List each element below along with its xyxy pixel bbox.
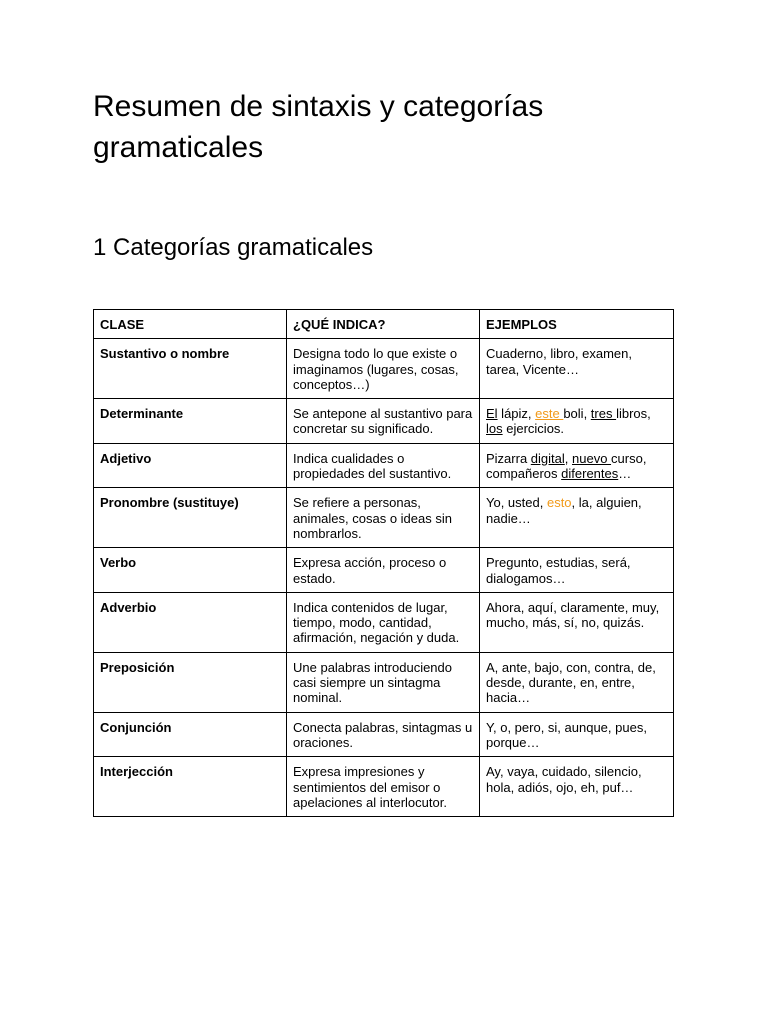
cell-ejemplos: [480, 712, 674, 757]
example-text: Y, o, pero, si, aunque, pues, porque…: [486, 719, 647, 750]
cell-que-indica: Se antepone al sustantivo para concretar su significado.: [287, 399, 480, 444]
highlighted-underlined-example: este: [535, 406, 564, 422]
example-text: boli,: [563, 406, 591, 422]
example-text: Yo, usted,: [486, 495, 547, 511]
cell-que-indica: Indica contenidos de lugar, tiempo, modo, cantidad, afirmación, negación y duda.: [287, 592, 480, 652]
cell-clase: Sustantivo o nombre: [94, 339, 287, 399]
cell-clase: Adjetivo: [94, 443, 287, 488]
cell-ejemplos: [480, 488, 674, 548]
cell-ejemplos: [480, 757, 674, 817]
table-row: [94, 652, 674, 712]
grammar-categories-table: [93, 309, 674, 817]
underlined-example: El: [486, 406, 498, 422]
cell-que-indica: Indica cualidades o propiedades del sustantivo.: [287, 443, 480, 488]
cell-clase: Conjunción: [94, 712, 287, 757]
cell-que-indica: Se refiere a personas, animales, cosas o ideas sin nombrarlos.: [287, 488, 480, 548]
cell-clase: Interjección: [94, 757, 287, 817]
example-text: libros,: [616, 406, 651, 422]
cell-clase: Determinante: [94, 399, 287, 444]
example-text: ,: [564, 450, 572, 466]
page-title: Resumen de sintaxis y categorías gramaticales: [93, 90, 544, 164]
cell-ejemplos: [480, 548, 674, 593]
underlined-example: digital: [530, 450, 565, 466]
table-row: [94, 592, 674, 652]
underlined-example: diferentes: [561, 466, 619, 482]
table-row: [94, 548, 674, 593]
cell-clase: Adverbio: [94, 592, 287, 652]
table-row: [94, 443, 674, 488]
table-row: [94, 712, 674, 757]
cell-ejemplos: [480, 443, 674, 488]
table-row: [94, 339, 674, 399]
cell-clase: Verbo: [94, 548, 287, 593]
underlined-example: nuevo: [572, 450, 612, 466]
table-header-row: [94, 310, 674, 339]
underlined-example: tres: [590, 406, 617, 422]
example-text: ejercicios.: [502, 421, 565, 437]
example-text: Ahora, aquí, claramente, muy, mucho, más, sí, no, quizás.: [486, 599, 660, 631]
example-text: Cuaderno, libro, examen, tarea, Vicente…: [486, 346, 632, 377]
cell-que-indica: Une palabras introduciendo casi siempre un sintagma nominal.: [287, 652, 480, 712]
cell-ejemplos: [480, 592, 674, 652]
underlined-example: los: [486, 421, 503, 437]
cell-clase: Pronombre (sustituye): [94, 488, 287, 548]
table-row: [94, 399, 674, 444]
example-text: Pizarra: [486, 450, 531, 466]
cell-que-indica: Expresa impresiones y sentimientos del emisor o apelaciones al interlocutor.: [287, 757, 480, 817]
cell-que-indica: Conecta palabras, sintagmas u oraciones.: [287, 712, 480, 757]
cell-ejemplos: [480, 652, 674, 712]
cell-clase: Preposición: [94, 652, 287, 712]
example-text: lápiz,: [497, 406, 536, 422]
example-text: A, ante, bajo, con, contra, de, desde, durante, en, entre, hacia…: [486, 659, 656, 706]
section-title: 1 Categorías gramaticales: [93, 234, 374, 261]
cell-ejemplos: [480, 339, 674, 399]
highlighted-example: esto: [546, 495, 572, 511]
table-row: [94, 757, 674, 817]
example-text: …: [618, 466, 632, 482]
example-text: curso, compañeros: [486, 450, 647, 482]
example-text: , la, alguien, nadie…: [486, 495, 642, 526]
example-text: Ay, vaya, cuidado, silencio, hola, adiós, ojo, eh, puf…: [486, 764, 642, 795]
example-text: Pregunto, estudias, será, dialogamos…: [486, 555, 631, 586]
cell-que-indica: Expresa acción, proceso o estado.: [287, 548, 480, 593]
table-row: [94, 488, 674, 548]
cell-ejemplos: [480, 399, 674, 444]
table-header-que-indica: ¿QUÉ INDICA?: [287, 310, 480, 339]
cell-que-indica: Designa todo lo que existe o imaginamos (lugares, cosas, conceptos…): [287, 339, 480, 399]
table-header-clase: CLASE: [94, 310, 287, 339]
table-header-ejemplos: EJEMPLOS: [480, 310, 674, 339]
